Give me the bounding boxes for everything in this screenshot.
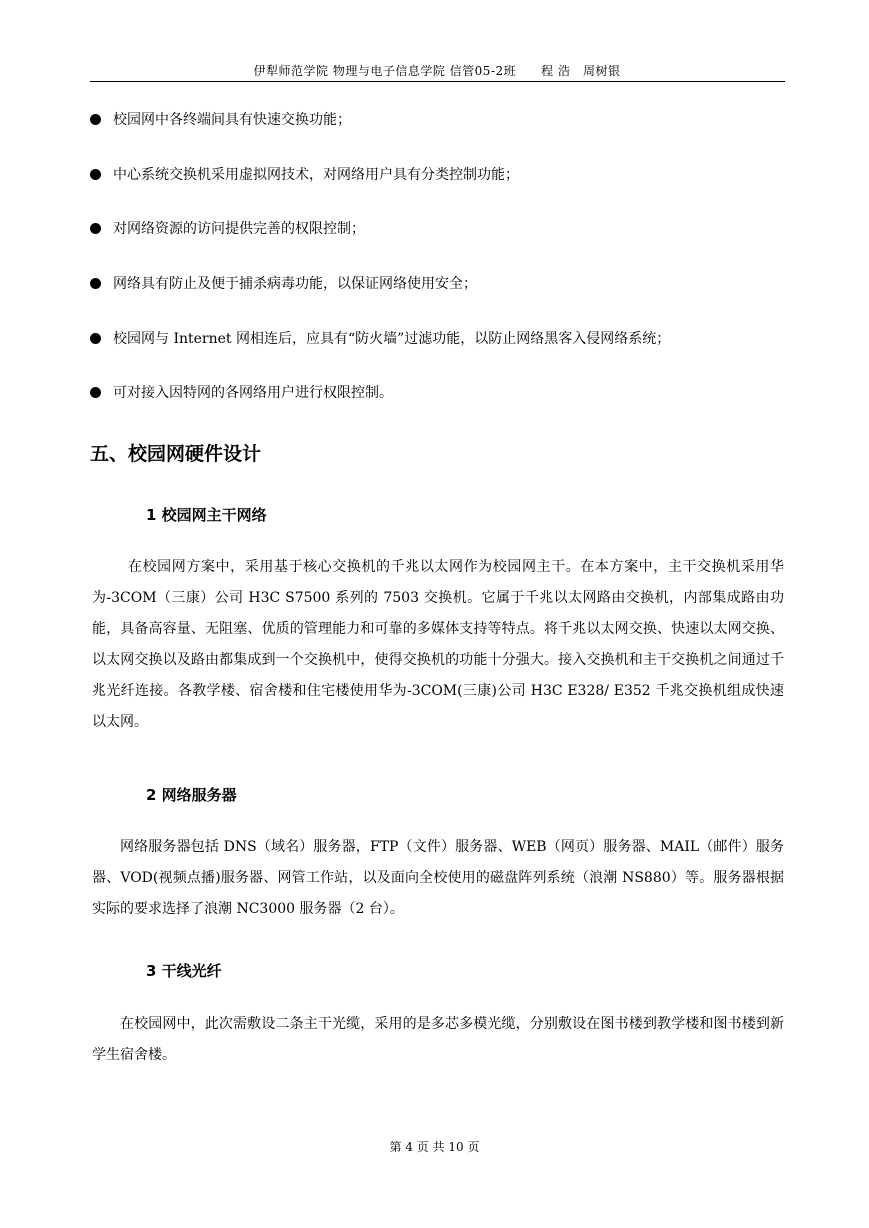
bullet-dot-icon — [90, 169, 101, 180]
bullet-dot-icon — [90, 278, 101, 289]
bullet-text: 校园网中各终端间具有快速交换功能； — [113, 112, 351, 128]
bullet-text: 对网络资源的访问提供完善的权限控制； — [113, 221, 365, 237]
bullet-dot-icon — [90, 387, 101, 398]
bullet-item — [90, 219, 365, 239]
bullet-text: 可对接入因特网的各网络用户进行权限控制。 — [113, 385, 393, 401]
bullet-dot-icon — [90, 114, 101, 125]
page-header: 伊犁师范学院 物理与电子信息学院 信管05-2班 程 浩 周树银 — [253, 64, 621, 78]
page-footer: 第 4 页 共 10 页 — [389, 1140, 480, 1154]
bullet-dot-icon — [90, 223, 101, 234]
bullet-item — [90, 329, 670, 349]
header-divider — [90, 81, 785, 82]
bullet-dot-icon — [90, 333, 101, 344]
bullet-item — [90, 383, 393, 403]
bullet-item — [90, 274, 477, 294]
bullet-item — [90, 110, 351, 130]
bullet-text: 校园网与 Internet 网相连后，应具有“防火墙”过滤功能，以防止网络黑客入侵网络系统； — [113, 331, 671, 347]
subsection-heading: 1 校园网主干网络 — [146, 506, 267, 524]
bullet-text: 中心系统交换机采用虚拟网技术，对网络用户具有分类控制功能； — [113, 167, 519, 183]
paragraph: 网络服务器包括 DNS（域名）服务器，FTP（文件）服务器、WEB（网页）服务器、MAIL（邮件）服务器、VOD(视频点播)服务器、网管工作站，以及面向全校使用的磁盘阵列系统（浪潮 NS880）等。服务器根据实际的要求选择了浪潮 NC3000 服务器（2 台）。 — [92, 839, 784, 917]
paragraph: 在校园网中，此次需敷设二条主干光缆，采用的是多芯多模光缆，分别敷设在图书楼到教学楼和图书楼到新学生宿舍楼。 — [92, 1016, 784, 1063]
section-heading: 五、校园网硬件设计 — [90, 443, 262, 465]
subsection-heading: 3 干线光纤 — [146, 962, 222, 980]
subsection-heading: 2 网络服务器 — [146, 786, 237, 804]
paragraph: 在校园网方案中，采用基于核心交换机的千兆以太网作为校园网主干。在本方案中，主干交换机采用华为-3COM（三康）公司 H3C S7500 系列的 7503 交换机。它属于千兆以太网路由交换机，内部集成路由功能，具备高容量、无阻塞、优质的管理能力和可靠的多媒体支持等特点。将千兆以太网交换、快速以太网交换、以太网交换以及路由都集成到一个交换机中，使得交换机的功能十分强大。接入交换机和主干交换机之间通过千兆光纤连接。各教学楼、宿舍楼和住宅楼使用华为-3COM(三康)公司 H3C E328/ E352 千兆交换机组成快速以太网。 — [92, 559, 784, 730]
bullet-item — [90, 165, 519, 185]
bullet-text: 网络具有防止及便于捕杀病毒功能，以保证网络使用安全； — [113, 276, 477, 292]
